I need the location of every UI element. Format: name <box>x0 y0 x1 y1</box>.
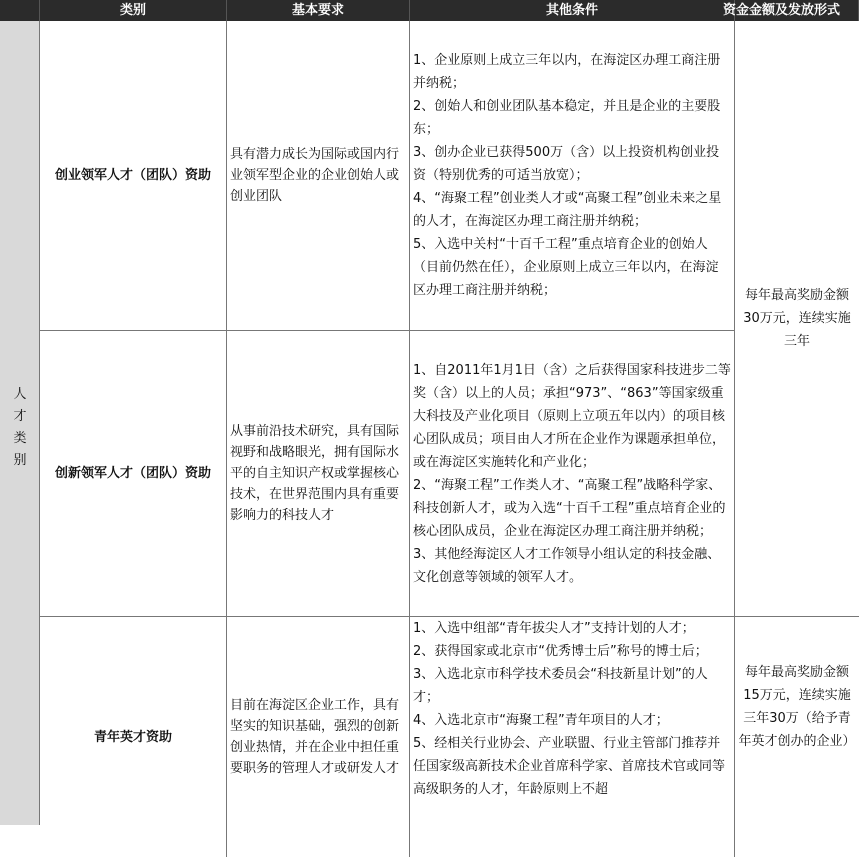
header-blank <box>0 0 40 21</box>
condition-item: 2、“海聚工程”工作类人才、“高聚工程”战略科学家、科技创新人才，或为入选“十百千工程”重点培育企业的核心团队成员，企业在海淀区办理工商注册并纳税； <box>413 477 726 539</box>
condition-item: 2、获得国家或北京市“优秀博士后”称号的博士后； <box>413 644 708 659</box>
condition-item: 4、“海聚工程”创业类人才或“高聚工程”创业未来之星的人才，在海淀区办理工商注册并纳税； <box>413 191 722 229</box>
header-basic: 基本要求 <box>227 0 410 21</box>
category-name: 青年英才资助 <box>93 729 172 745</box>
award-text: 每年最高奖励金额15万元，连续实施三年30万（给予青年英才创办的企业） <box>738 665 856 749</box>
row-basic <box>227 617 410 857</box>
condition-item: 1、企业原则上成立三年以内，在海淀区办理工商注册并纳税； <box>413 53 721 91</box>
condition-item: 5、入选中关村“十百千工程”重点培育企业的创始人（目前仍然在任），企业原则上成立三年以内，在海淀区办理工商注册并纳税； <box>413 237 719 298</box>
side-label-char: 才 <box>13 409 27 424</box>
condition-item: 5、经相关行业协会、产业联盟、行业主管部门推荐并任国家级高新技术企业首席科学家、首席技术官或同等高级职务的人才，年龄原则上不超 <box>413 736 726 797</box>
side-label-char: 人 <box>13 387 27 402</box>
award-cell <box>735 21 859 617</box>
basic-requirement: 从事前沿技术研究，具有国际视野和战略眼光，拥有国际水平的自主知识产权或掌握核心技术，在世界范围内具有重要影响力的科技人才 <box>230 424 400 523</box>
award-cell <box>735 617 859 857</box>
row-category <box>40 331 227 617</box>
category-name: 创业领军人才（团队）资助 <box>54 168 211 183</box>
condition-item: 3、创办企业已获得500万（含）以上投资机构创业投资（特别优秀的可适当放宽）； <box>413 145 720 183</box>
side-label-char: 别 <box>13 453 27 468</box>
condition-item: 1、入选中组部“青年拔尖人才”支持计划的人才； <box>413 621 695 636</box>
condition-item: 3、入选北京市科学技术委员会“科技新星计划”的人才； <box>413 667 708 705</box>
row-category <box>40 617 227 857</box>
row-basic <box>227 21 410 331</box>
row-conditions <box>410 21 735 331</box>
side-category-column <box>0 21 40 825</box>
condition-item: 4、入选北京市“海聚工程”青年项目的人才； <box>413 713 669 728</box>
row-conditions <box>410 617 735 857</box>
header-other: 其他条件 <box>410 0 735 21</box>
basic-requirement: 目前在海淀区企业工作，具有坚实的知识基础，强烈的创新创业热情，并在企业中担任重要职务的管理人才或研发人才 <box>230 698 400 776</box>
condition-item: 3、其他经海淀区人才工作领导小组认定的科技金融、文化创意等领域的领军人才。 <box>413 546 721 585</box>
condition-item: 2、创始人和创业团队基本稳定，并且是企业的主要股东； <box>413 99 721 137</box>
row-basic <box>227 331 410 617</box>
award-text: 每年最高奖励金额30万元，连续实施三年 <box>743 288 851 349</box>
row-category <box>40 21 227 331</box>
header-award: 资金金额及发放形式 <box>735 0 859 21</box>
condition-item: 1、自2011年1月1日（含）之后获得国家科技进步二等奖（含）以上的人员；承担“973”、“863”等国家级重大科技及产业化项目（原则上立项五年以内）的项目核心团队成员；项目由人才所在企业作为课题承担单位，或在海淀区实施转化和产业化； <box>413 362 731 470</box>
side-label-char: 类 <box>13 431 27 446</box>
header-category: 类别 <box>40 0 227 21</box>
category-name: 创新领军人才（团队）资助 <box>54 466 211 481</box>
row-conditions <box>410 331 735 617</box>
basic-requirement: 具有潜力成长为国际或国内行业领军型企业的企业创始人或创业团队 <box>230 147 400 204</box>
